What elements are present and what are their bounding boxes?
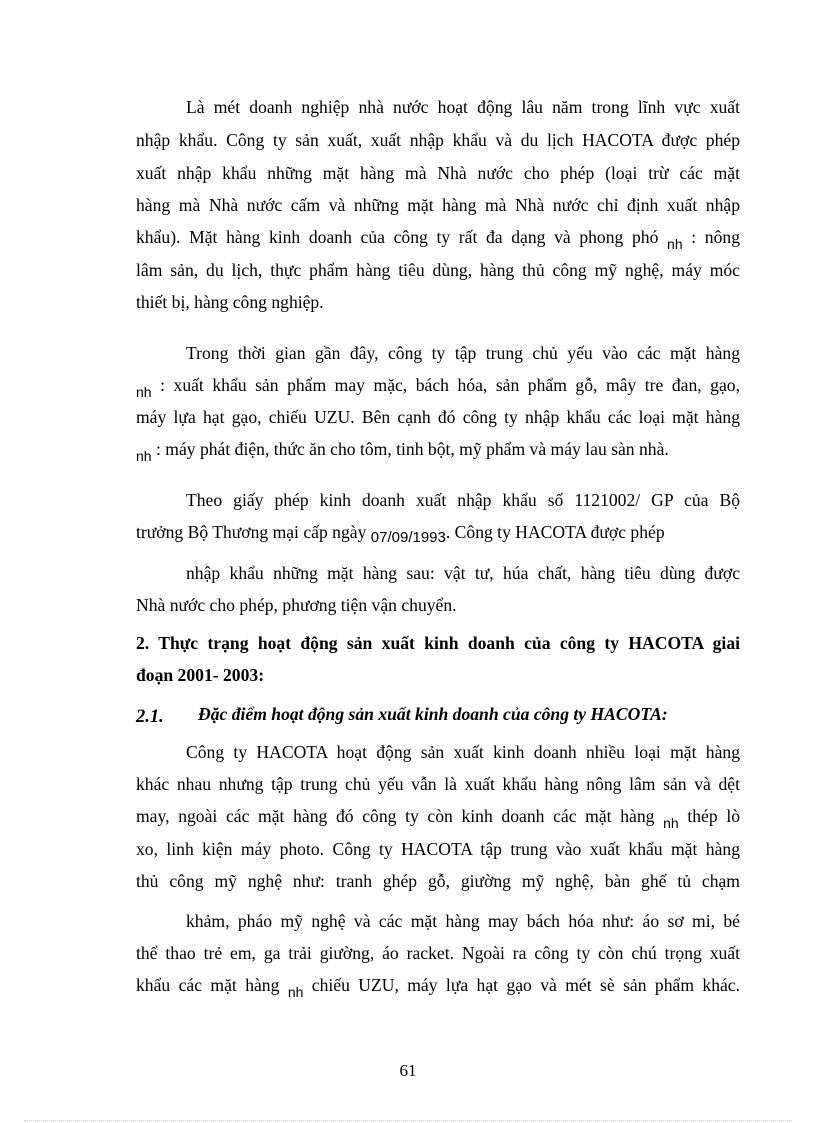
text-line: Trong thời gian gần đây, công ty tập trung chủ yếu vào các mặt hàng (186, 343, 740, 363)
text-line: xuất nhập khẩu những mặt hàng mà Nhà nước cho phép (loại trừ các mặt (136, 163, 740, 183)
text-line: $_{nh}$ : xuất khẩu sản phẩm may mặc, bách hóa, sản phẩm gỗ, mây tre đan, gạo, (136, 375, 740, 400)
text-line: Nhà nước cho phép, phương tiện vận chuyển. (136, 595, 457, 615)
subsection-title: Đặc điểm hoạt động sản xuất kinh doanh của công ty HACOTA: (198, 704, 668, 724)
inline-note: nh (136, 448, 152, 464)
inline-note: nh (136, 384, 152, 400)
text-line: thủ công mỹ nghệ như: tranh ghép gỗ, giường mỹ nghệ, bàn ghế tủ chạm (136, 871, 740, 891)
page-bottom-divider (24, 1120, 792, 1121)
text-line: Là mét doanh nghiệp nhà nước hoạt động lâu năm trong lĩnh vực xuất (186, 97, 740, 117)
text-line: hàng mà Nhà nước cấm và những mặt hàng mà Nhà nước chỉ định xuất nhập (136, 195, 740, 215)
subsection-number: 2.1. (136, 707, 164, 727)
text-line: thiết bị, hàng công nghiệp. (136, 292, 324, 312)
text-line: may, ngoài các mặt hàng đó công ty còn kinh doanh các mặt hàng $_{nh}$ thép lò (136, 806, 740, 831)
issue-date: 07/09/1993 (370, 529, 446, 546)
text-line: xo, linh kiện máy photo. Công ty HACOTA tập trung vào xuất khẩu mặt hàng (136, 839, 740, 859)
text-line: lâm sản, du lịch, thực phẩm hàng tiêu dùng, hàng thủ công mỹ nghệ, máy móc (136, 260, 740, 280)
text-line: thể thao trẻ em, ga trải giường, áo racket. Ngoài ra công ty còn chú trọng xuất (136, 943, 740, 963)
text-line: khác nhau nhưng tập trung chủ yếu vẫn là xuất khẩu hàng nông lâm sản và dệt (136, 774, 740, 794)
text-line: máy lựa hạt gạo, chiếu UZU. Bên cạnh đó công ty nhập khẩu các loại mặt hàng (136, 407, 740, 427)
text-line: Theo giấy phép kinh doanh xuất nhập khẩu số 1121002/ GP của Bộ (186, 490, 740, 510)
inline-note: nh (663, 815, 679, 831)
section-heading: 2. Thực trạng hoạt động sản xuất kinh doanh của công ty HACOTA giai (136, 633, 740, 653)
inline-note: nh (287, 984, 304, 1000)
text-line: $_{nh}$ : máy phát điện, thức ăn cho tôm, tinh bột, mỹ phẩm và máy lau sàn nhà. (136, 439, 669, 464)
inline-note: nh (667, 236, 683, 252)
text-line: khảm, pháo mỹ nghệ và các mặt hàng may bách hóa như: áo sơ mi, bé (186, 911, 740, 931)
text-line: nhập khẩu. Công ty sản xuất, xuất nhập khẩu và du lịch HACOTA được phép (136, 130, 740, 150)
text-line: nhập khẩu những mặt hàng sau: vật tư, húa chất, hàng tiêu dùng được (186, 563, 740, 583)
text-line: khẩu các mặt hàng $_{nh}$ chiếu UZU, máy lựa hạt gạo và mét sè sản phẩm khác. (136, 975, 741, 1000)
page-number: 61 (399, 1061, 417, 1080)
text-line: Công ty HACOTA hoạt động sản xuất kinh doanh nhiều loại mặt hàng (186, 742, 740, 762)
text-line: khẩu). Mặt hàng kinh doanh của công ty rất đa dạng và phong phó $_{nh}$ : nông (136, 227, 740, 252)
section-heading: đoạn 2001- 2003: (136, 665, 265, 685)
text-line: trưởng Bộ Thương mại cấp ngày 07/09/1993. Công ty HACOTA được phép (136, 522, 665, 546)
